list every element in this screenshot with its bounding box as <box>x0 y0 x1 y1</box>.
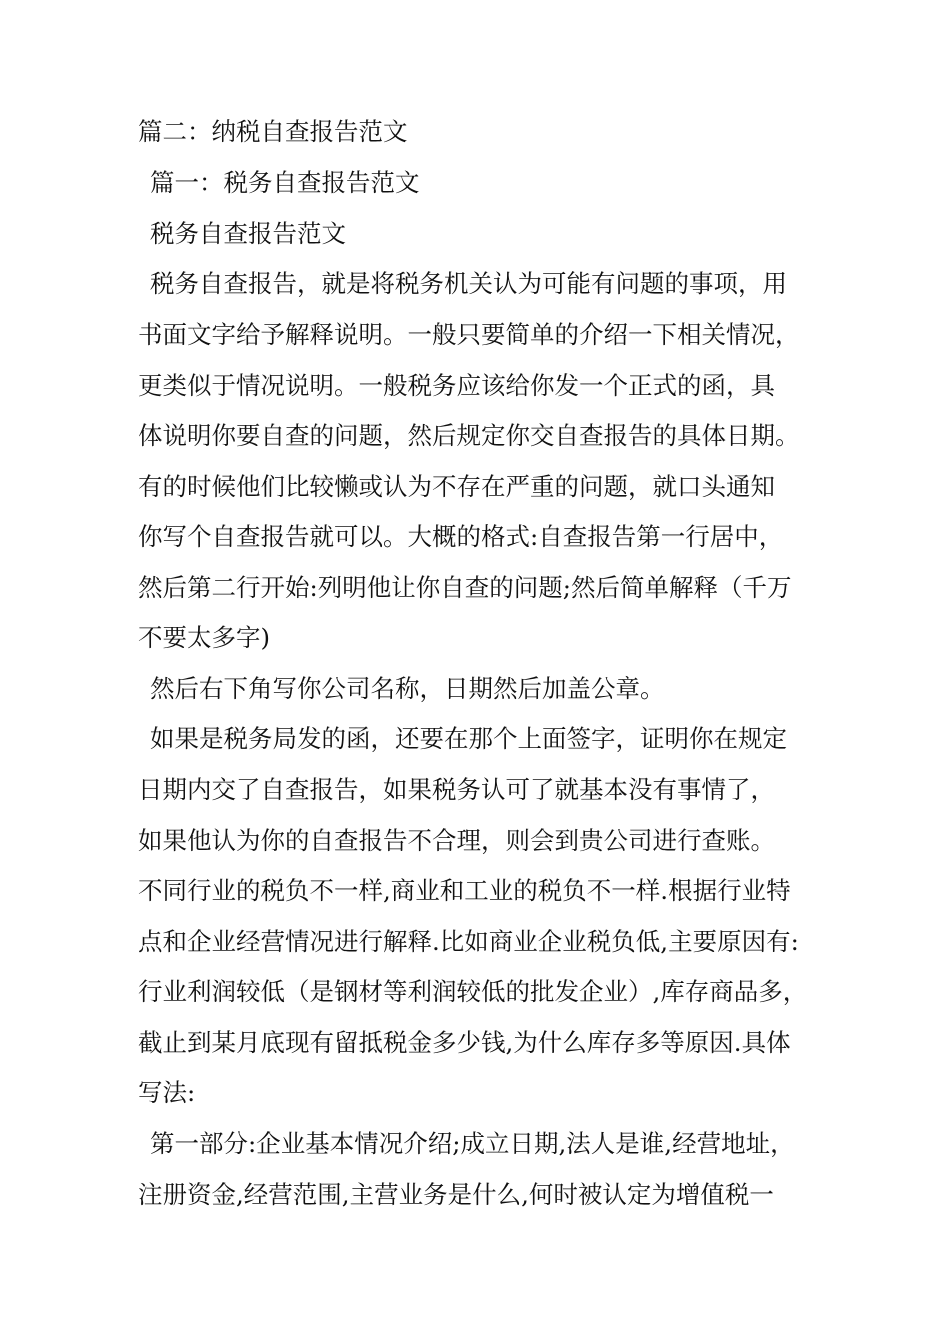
paragraph-line: 如果是税务局发的函，还要在那个上面签字，证明你在规定 <box>150 724 787 753</box>
paragraph-line: 不同行业的税负不一样,商业和工业的税负不一样.根据行业特 <box>138 876 791 905</box>
paragraph-line: 更类似于情况说明。一般税务应该给你发一个正式的函，具 <box>138 371 775 400</box>
paragraph-line: 截止到某月底现有留抵税金多少钱,为什么库存多等原因.具体 <box>138 1028 791 1057</box>
doc-subheading: 税务自查报告范文 <box>150 219 346 248</box>
paragraph-line: 税务自查报告，就是将税务机关认为可能有问题的事项，用 <box>150 269 787 298</box>
paragraph-line: 你写个自查报告就可以。大概的格式:自查报告第一行居中， <box>138 522 784 551</box>
doc-heading-chapter-1: 篇一：税务自查报告范文 <box>150 168 420 197</box>
paragraph-line: 然后第二行开始:列明他让你自查的问题;然后简单解释（千万 <box>138 573 792 602</box>
paragraph-line: 写法: <box>138 1078 196 1107</box>
paragraph-line: 日期内交了自查报告，如果税务认可了就基本没有事情了， <box>138 775 775 804</box>
doc-title-chapter-2: 篇二：纳税自查报告范文 <box>138 117 408 146</box>
paragraph-line: 点和企业经营情况进行解释.比如商业企业税负低,主要原因有: <box>138 927 799 956</box>
paragraph-line: 注册资金,经营范围,主营业务是什么,何时被认定为增值税一 <box>138 1180 774 1209</box>
paragraph-line: 第一部分:企业基本情况介绍;成立日期,法人是谁,经营地址， <box>150 1129 795 1158</box>
paragraph-line: 行业利润较低（是钢材等利润较低的批发企业）,库存商品多， <box>138 977 808 1006</box>
paragraph-line: 然后右下角写你公司名称，日期然后加盖公章。 <box>150 674 665 703</box>
paragraph-line: 如果他认为你的自查报告不合理，则会到贵公司进行查账。 <box>138 826 775 855</box>
paragraph-line: 有的时候他们比较懒或认为不存在严重的问题，就口头通知 <box>138 472 775 501</box>
paragraph-line: 书面文字给予解释说明。一般只要简单的介绍一下相关情况， <box>138 320 800 349</box>
paragraph-line: 不要太多字) <box>138 623 271 652</box>
paragraph-line: 体说明你要自查的问题，然后规定你交自查报告的具体日期。 <box>138 421 800 450</box>
